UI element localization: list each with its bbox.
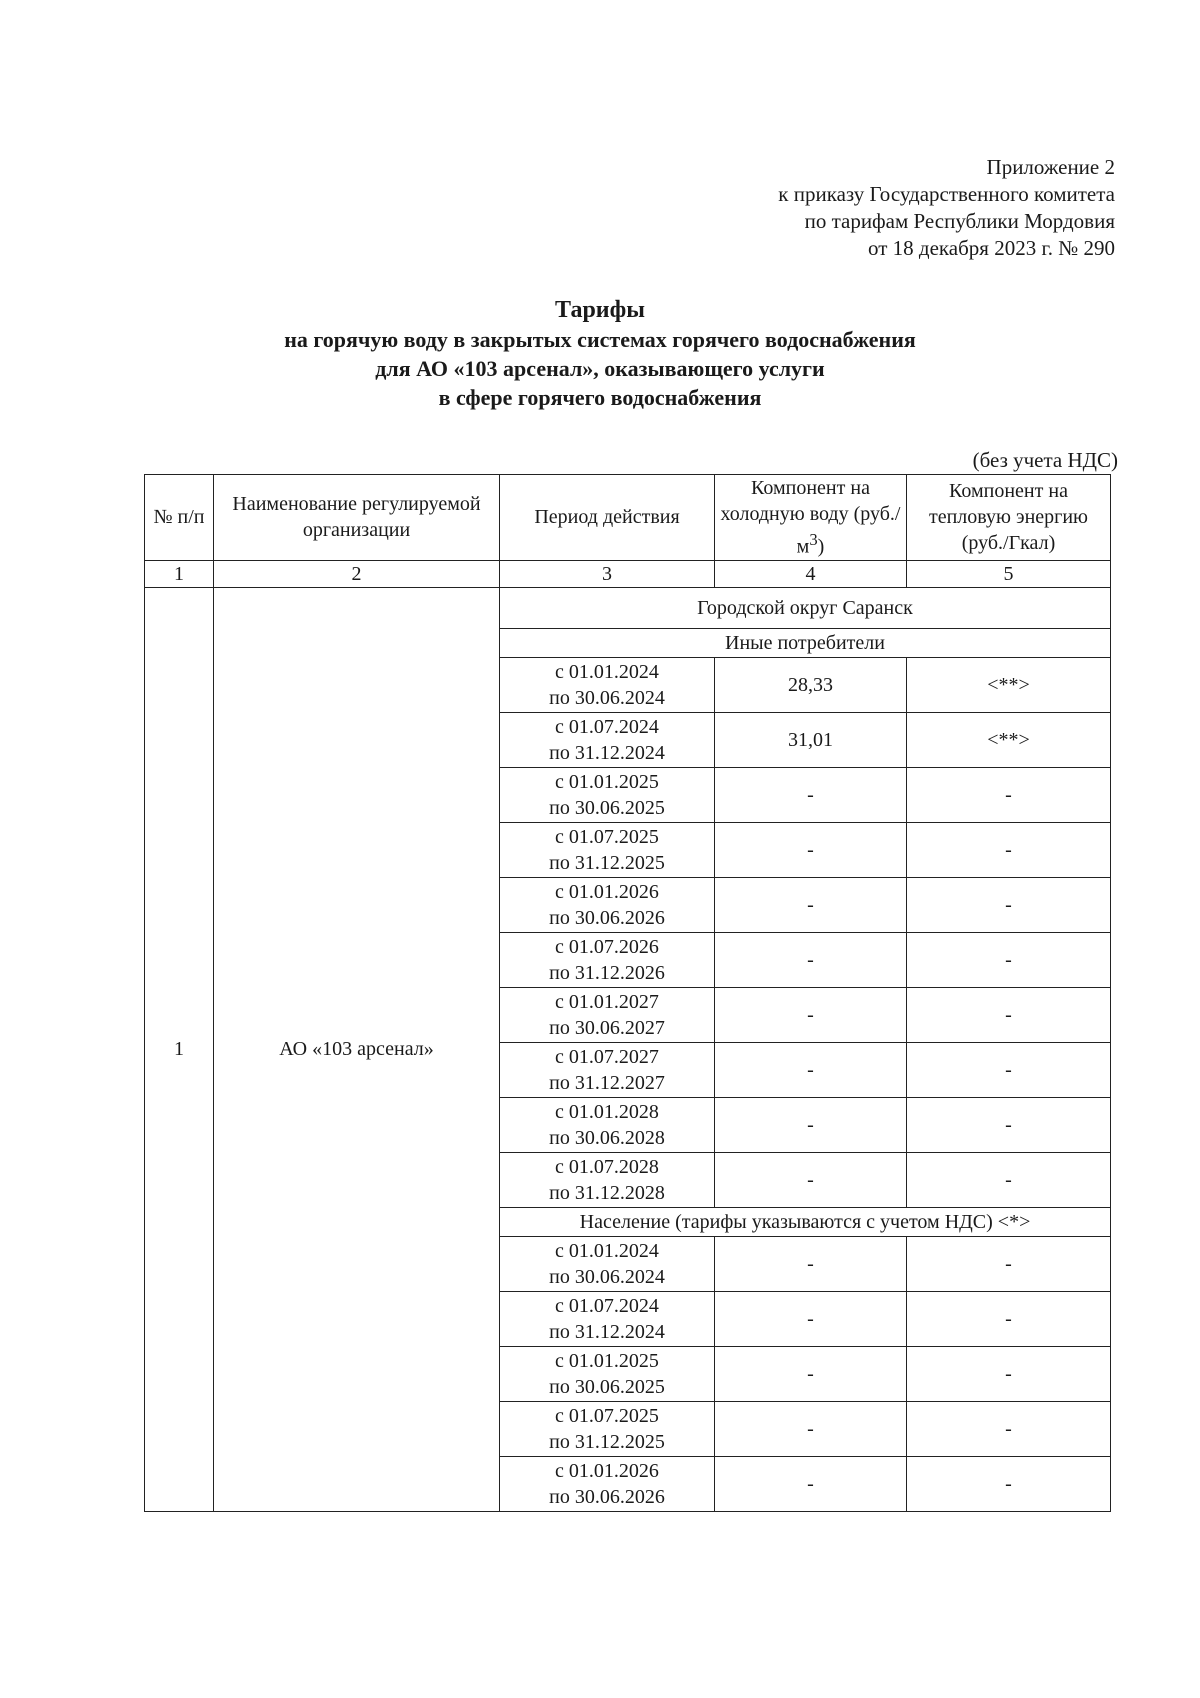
- period-cell: [500, 1346, 715, 1401]
- column-numbers-row: [145, 560, 1111, 587]
- period-to: по 31.12.2027: [549, 1071, 665, 1094]
- cold-water-value: 28,33: [715, 657, 907, 712]
- region-row: [145, 587, 1111, 628]
- row-number: 1: [145, 587, 214, 1511]
- appendix-line-3: по тарифам Республики Мордовия: [804, 209, 1115, 233]
- period-cell: [500, 1456, 715, 1511]
- period-cell: [500, 712, 715, 767]
- section-title: Население (тарифы указываются с учетом НДС) <*>: [500, 1207, 1111, 1236]
- period-from: с 01.01.2024: [555, 660, 659, 683]
- column-number: 3: [500, 560, 715, 587]
- period-to: по 30.06.2026: [549, 1485, 665, 1508]
- period-from: с 01.07.2027: [555, 1045, 659, 1068]
- period-from: с 01.07.2028: [555, 1155, 659, 1178]
- period-cell: [500, 1401, 715, 1456]
- period-from: с 01.07.2024: [555, 1294, 659, 1317]
- period-to: по 30.06.2024: [549, 1265, 665, 1288]
- heat-energy-value: -: [907, 877, 1111, 932]
- heat-energy-value: -: [907, 822, 1111, 877]
- period-cell: [500, 657, 715, 712]
- vat-note: (без учета НДС): [972, 448, 1118, 472]
- title-line-3: для АО «103 арсенал», оказывающего услуги: [375, 356, 825, 381]
- period-cell: [500, 987, 715, 1042]
- cold-water-value: -: [715, 767, 907, 822]
- appendix-line-1: Приложение 2: [986, 155, 1115, 179]
- header-cold-water-text: Компонент на холодную воду (руб./м: [720, 477, 901, 558]
- column-number: 2: [214, 560, 500, 587]
- header-period: Период действия: [500, 475, 715, 561]
- period-from: с 01.01.2026: [555, 880, 659, 903]
- cold-water-value: -: [715, 1097, 907, 1152]
- column-number: 5: [907, 560, 1111, 587]
- period-to: по 30.06.2028: [549, 1126, 665, 1149]
- cold-water-value: -: [715, 932, 907, 987]
- section-title: Иные потребители: [500, 628, 1111, 657]
- heat-energy-value: -: [907, 932, 1111, 987]
- header-number: № п/п: [145, 475, 214, 561]
- period-to: по 30.06.2026: [549, 906, 665, 929]
- heat-energy-value: -: [907, 1236, 1111, 1291]
- period-to: по 30.06.2025: [549, 796, 665, 819]
- organization-name: АО «103 арсенал»: [214, 587, 500, 1511]
- cold-water-value: -: [715, 1236, 907, 1291]
- heat-energy-value: -: [907, 1291, 1111, 1346]
- heat-energy-value: -: [907, 987, 1111, 1042]
- cold-water-value: -: [715, 1401, 907, 1456]
- cold-water-value: 31,01: [715, 712, 907, 767]
- period-from: с 01.07.2025: [555, 825, 659, 848]
- region-name: Городской округ Саранск: [500, 587, 1111, 628]
- appendix-line-2: к приказу Государственного комитета: [778, 182, 1115, 206]
- document-title: [0, 296, 1200, 412]
- header-heat-energy: Компонент на тепловую энергию (руб./Гкал): [907, 475, 1111, 561]
- period-from: с 01.01.2025: [555, 770, 659, 793]
- column-number: 1: [145, 560, 214, 587]
- period-cell: [500, 767, 715, 822]
- cold-water-value: -: [715, 1152, 907, 1207]
- heat-energy-value: -: [907, 1456, 1111, 1511]
- period-from: с 01.07.2025: [555, 1404, 659, 1427]
- heat-energy-value: <**>: [907, 712, 1111, 767]
- appendix-header: [778, 154, 1115, 262]
- cold-water-value: -: [715, 987, 907, 1042]
- period-cell: [500, 1291, 715, 1346]
- period-cell: [500, 1097, 715, 1152]
- heat-energy-value: -: [907, 767, 1111, 822]
- heat-energy-value: -: [907, 1152, 1111, 1207]
- period-cell: [500, 1236, 715, 1291]
- heat-energy-value: -: [907, 1097, 1111, 1152]
- period-from: с 01.01.2025: [555, 1349, 659, 1372]
- period-to: по 30.06.2025: [549, 1375, 665, 1398]
- header-cold-water: [715, 475, 907, 561]
- cold-water-value: -: [715, 1346, 907, 1401]
- appendix-line-4: от 18 декабря 2023 г. № 290: [868, 236, 1115, 260]
- cold-water-value: -: [715, 1291, 907, 1346]
- table-header-row: [145, 475, 1111, 561]
- period-cell: [500, 1152, 715, 1207]
- heat-energy-value: -: [907, 1401, 1111, 1456]
- period-cell: [500, 932, 715, 987]
- period-cell: [500, 1042, 715, 1097]
- heat-energy-value: -: [907, 1042, 1111, 1097]
- cold-water-value: -: [715, 877, 907, 932]
- period-to: по 31.12.2028: [549, 1181, 665, 1204]
- heat-energy-value: <**>: [907, 657, 1111, 712]
- period-from: с 01.01.2028: [555, 1100, 659, 1123]
- period-to: по 31.12.2025: [549, 1430, 665, 1453]
- period-from: с 01.01.2026: [555, 1459, 659, 1482]
- title-main: Тарифы: [555, 297, 645, 323]
- period-from: с 01.07.2026: [555, 935, 659, 958]
- period-to: по 31.12.2026: [549, 961, 665, 984]
- cold-water-value: -: [715, 1456, 907, 1511]
- period-from: с 01.01.2027: [555, 990, 659, 1013]
- period-to: по 31.12.2024: [549, 1320, 665, 1343]
- period-from: с 01.07.2024: [555, 715, 659, 738]
- title-line-4: в сфере горячего водоснабжения: [438, 385, 762, 410]
- header-organization: Наименование регулируемой организации: [214, 475, 500, 561]
- heat-energy-value: -: [907, 1346, 1111, 1401]
- period-to: по 31.12.2024: [549, 741, 665, 764]
- period-to: по 30.06.2024: [549, 686, 665, 709]
- period-to: по 30.06.2027: [549, 1016, 665, 1039]
- header-cold-water-end: ): [817, 535, 825, 558]
- title-line-2: на горячую воду в закрытых системах горячего водоснабжения: [284, 327, 916, 352]
- tariff-table: [144, 474, 1111, 1512]
- period-cell: [500, 877, 715, 932]
- cold-water-value: -: [715, 822, 907, 877]
- header-cold-water-sup: 3: [809, 530, 818, 549]
- period-to: по 31.12.2025: [549, 851, 665, 874]
- period-from: с 01.01.2024: [555, 1239, 659, 1262]
- column-number: 4: [715, 560, 907, 587]
- period-cell: [500, 822, 715, 877]
- cold-water-value: -: [715, 1042, 907, 1097]
